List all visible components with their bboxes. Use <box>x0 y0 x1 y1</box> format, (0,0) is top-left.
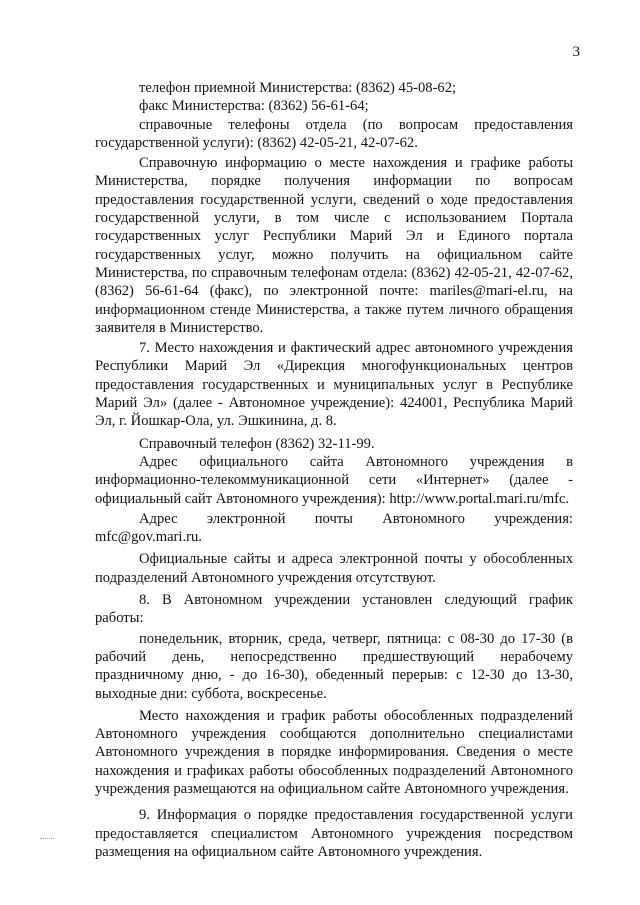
paragraph-section-8: 8. В Автономном учреждении установлен следующий график работы: <box>95 592 573 627</box>
page-number: 3 <box>572 44 580 60</box>
paragraph-contact-phone: Справочный телефон (8362) 32-11-99. <box>139 435 375 452</box>
paragraph-fax: факс Министерства: (8362) 56-61-64; <box>139 98 369 115</box>
paragraph-reception-phone: телефон приемной Министерства: (8362) 45-08-62; <box>139 80 457 96</box>
paragraph-reference-info: Справочную информацию о месте нахождения и графике работы Министерства, порядке получения информации по вопросам предоставления государственной услуги, сведений о ходе предоставления государственной услуги, в том числе с использованием Портала государственных услуг Республики Марий Эл и Единого портала государственных услуг, можно получить на официальном сайте Министерства, по справочным телефонам отдела: (8362) 42-05-21, 42-07-62, (8362) 56-61-64 (факс), по электронной почте: mariles@mari-el.ru, на информационном стенде Министерства, а также путем личного обращения заявителя в Министерство. <box>95 155 573 336</box>
paragraph-working-hours: понедельник, вторник, среда, четверг, пятница: с 08-30 до 17-30 (в рабочий день, непосредственно предшествующий нерабочему праздничному дню, - до 16-30), обеденный перерыв: с 12-30 до 13-30, выходные дни: суббота, воскресенье. <box>95 630 573 702</box>
paragraph-section-9: 9. Информация о порядке предоставления государственной услуги предоставляется специалистом Автономного учреждения посредством размещения на официальном сайте Автономного учреждения. <box>95 807 573 860</box>
paragraph-email: Адрес электронной почты Автономного учреждения: mfc@gov.mari.ru. <box>95 510 573 546</box>
paragraph-official-site: Адрес официального сайта Автономного учреждения в информационно-телекоммуникационной сети «Интернет» (далее - официальный сайт Автономного учреждения): http://www.portal.mari.ru/mfc. <box>95 453 573 507</box>
scan-artifact <box>40 838 54 840</box>
paragraph-subdivision-schedule: Место нахождения и график работы обособленных подразделений Автономного учреждения сообщаются дополнительно специалистами Автономного учреждения в порядке информирования. Сведения о месте нахождения и графиках работы обособленных подразделений Автономного учреждения размещаются на официальном сайте Автономного учреждения. <box>95 707 573 797</box>
paragraph-section-7: 7. Место нахождения и фактический адрес автономного учреждения Республики Марий Эл «Дирекция многофункциональных центров предоставления государственных и муниципальных услуг в Республике Марий Эл» (далее - Автономное учреждение): 424001, Республика Марий Эл, г. Йошкар-Ола, ул. Эшкинина, д. 8. <box>95 340 573 430</box>
paragraph-reference-phones: справочные телефоны отдела (по вопросам предоставления государственной услуги): (8362) 42-05-21, 42-07-62. <box>95 116 573 151</box>
paragraph-subdivisions: Официальные сайты и адреса электронной почты у обособленных подразделений Автономного учреждения отсутствуют. <box>95 551 573 586</box>
document-body <box>95 79 573 861</box>
